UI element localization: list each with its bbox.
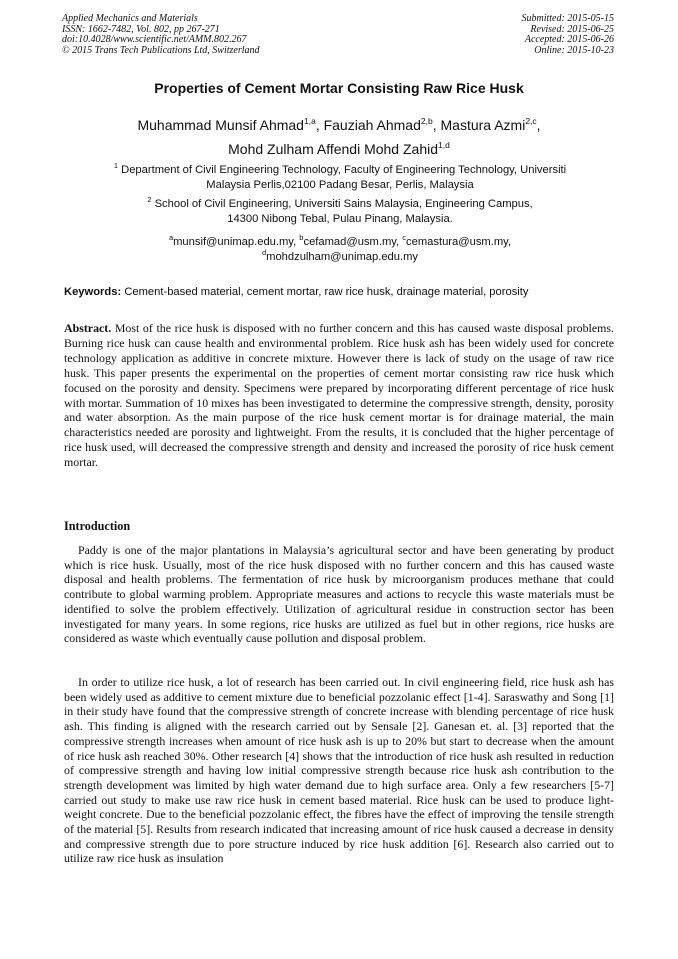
- affiliation-1: [70, 163, 610, 192]
- keywords: [64, 286, 614, 298]
- journal-name: Applied Mechanics and Materials: [62, 13, 198, 24]
- abstract-label: Abstract.: [64, 321, 112, 335]
- affiliation-text: School of Civil Engineering, Universiti Sains Malaysia, Engineering Campus,: [154, 198, 533, 210]
- journal-doi: doi:10.4028/www.scientific.net/AMM.802.267: [62, 34, 247, 45]
- email-link[interactable]: cefamad@usm.my,: [303, 236, 400, 248]
- affiliation-2: [70, 197, 610, 226]
- email-sup: b: [299, 233, 304, 242]
- email-link[interactable]: cemastura@usm.my,: [406, 236, 512, 248]
- email-sup: c: [402, 233, 407, 242]
- author-name: Fauziah Ahmad: [323, 117, 421, 133]
- affiliation-2-line-1: [70, 197, 610, 212]
- date-submitted: Submitted: 2015-05-15: [521, 13, 614, 24]
- journal-info: [62, 14, 260, 56]
- abstract-text: Most of the rice husk is disposed with no further concern and this has caused waste disposal problems. Burning rice husk can cause health and environmental problem. Rice husk ash has been widely used for concrete technology application as additive in concrete mixture. However there is lack of study on the usage of raw rice husk. This paper presents the experimental on the properties of cement mortar consisting raw rice husk which focused on the porosity and density. Specimens were prepared by incorporating different percentage of rice husk with mortar. Summation of 10 mixes has been investigated to determine the compressive strength, density, porosity and water absorption. As the main purpose of the rice husk cement mortar is for drainage material, the main characteristics needed are porosity and lightweight. From the results, it is concluded that the higher percentage of rice husk used, will decreased the compressive strength and density and increased the porosity of rice husk cement mortar.: [64, 321, 614, 470]
- author-sup: 1,a: [303, 116, 316, 126]
- keywords-label: Keywords:: [64, 286, 122, 298]
- introduction-paragraph-2: In order to utilize rice husk, a lot of research has been carried out. In civil engineering field, rice husk ash has been widely used as additive to cement mixture due to beneficial pozzolanic effect [1-4]. Saraswathy and Song [1] in their study have found that the compressive strength of concrete increase with blending percentage of rice husk ash. This finding is aligned with the research carried out by Sensale [2]. Ganesan et. al. [3] reported that the compressive strength increases when amount of rice husk ash is up to 20% but start to decrease when the amount of rice husk ash reached 30%. Other research [4] shows that the introduction of rice husk ash resulted in reduction of compressive strength and having low initial compressive strength because rice husk ash contribution to the strength development was limited by high water demand due to high surface area. Only a few researchers [5-7] carried out study to make use raw rice husk in cement based material. Rice husk can be used to produce light-weight concrete. Due to the beneficial pozzolanic effect, the fibres have the effect of improving the tensile strength of the material [5]. Results from research indicated that increasing amount of rice husk caused a decrease in density and compressive strength due to pore structure induced by rice husk addition [6]. Research also carried out to utilize raw rice husk as insulation: [64, 675, 614, 866]
- author-sup: 2,b: [420, 116, 433, 126]
- author-emails: [70, 235, 610, 264]
- section-heading-introduction: Introduction: [64, 519, 131, 533]
- affiliation-sup: 1: [113, 161, 118, 170]
- author-name: Mohd Zulham Affendi Mohd Zahid: [228, 141, 439, 157]
- affiliation-2-line-2: 14300 Nibong Tebal, Pulau Pinang, Malaysia.: [227, 212, 453, 225]
- paper-title: Properties of Cement Mortar Consisting Raw Rice Husk: [154, 80, 524, 96]
- submission-dates: [522, 14, 615, 56]
- affiliation-1-line-2: Malaysia Perlis,02100 Padang Besar, Perlis, Malaysia: [206, 178, 474, 191]
- date-accepted: Accepted: 2015-06-26: [524, 34, 614, 45]
- author-line-1: Muhammad Munsif Ahmad$^{1,a}$, Fauziah Ahmad$^{2,b}$, Mastura Azmi$^{2,c}$,: [137, 116, 541, 133]
- email-link[interactable]: munsif@unimap.edu.my,: [173, 236, 297, 248]
- email-sup: a: [168, 233, 174, 242]
- date-revised: Revised: 2015-06-25: [530, 23, 614, 35]
- keywords-text: Cement-based material, cement mortar, raw rice husk, drainage material, porosity: [124, 286, 529, 298]
- author-line-2: [0, 137, 678, 161]
- email-line-1: [70, 235, 610, 250]
- email-sup: d: [261, 247, 267, 257]
- affiliation-sup: 2: [147, 195, 152, 204]
- email-link[interactable]: mohdzulham@unimap.edu.my: [266, 250, 419, 263]
- journal-copyright: © 2015 Trans Tech Publications Ltd, Switzerland: [62, 44, 260, 56]
- author-name: Mastura Azmi: [440, 117, 526, 133]
- author-name: Muhammad Munsif Ahmad: [137, 117, 304, 133]
- date-online: Online: 2015-10-23: [534, 44, 614, 56]
- affiliation-text: Department of Civil Engineering Technology, Faculty of Engineering Technology, Universiti: [121, 164, 567, 176]
- introduction-paragraph-1: Paddy is one of the major plantations in Malaysia’s agricultural sector and have been generating by product which is rice husk. Usually, most of the rice husk disposed with no further concern and this has caused waste disposal and health problems. The fermentation of rice husk by microorganism produces methane that could contribute to global warming problem. Appropriate measures and actions to recycle this waste materials must be identified to solve the problem effectively. Utilization of agricultural residue in construction sector has been investigated for many years. In some regions, rice husks are utilized as fuel but in other regions, rice husks are considered as waste which eventually cause pollution and disposal problem.: [64, 543, 614, 646]
- affiliation-1-line-1: [70, 163, 610, 178]
- author-sup: 1,d: [438, 140, 450, 150]
- journal-issn: ISSN: 1662-7482, Vol. 802, pp 267-271: [62, 23, 220, 35]
- author-sup: 2,c: [525, 116, 537, 126]
- email-line-2: [70, 247, 610, 265]
- author-list: [0, 113, 678, 161]
- abstract: [64, 321, 614, 470]
